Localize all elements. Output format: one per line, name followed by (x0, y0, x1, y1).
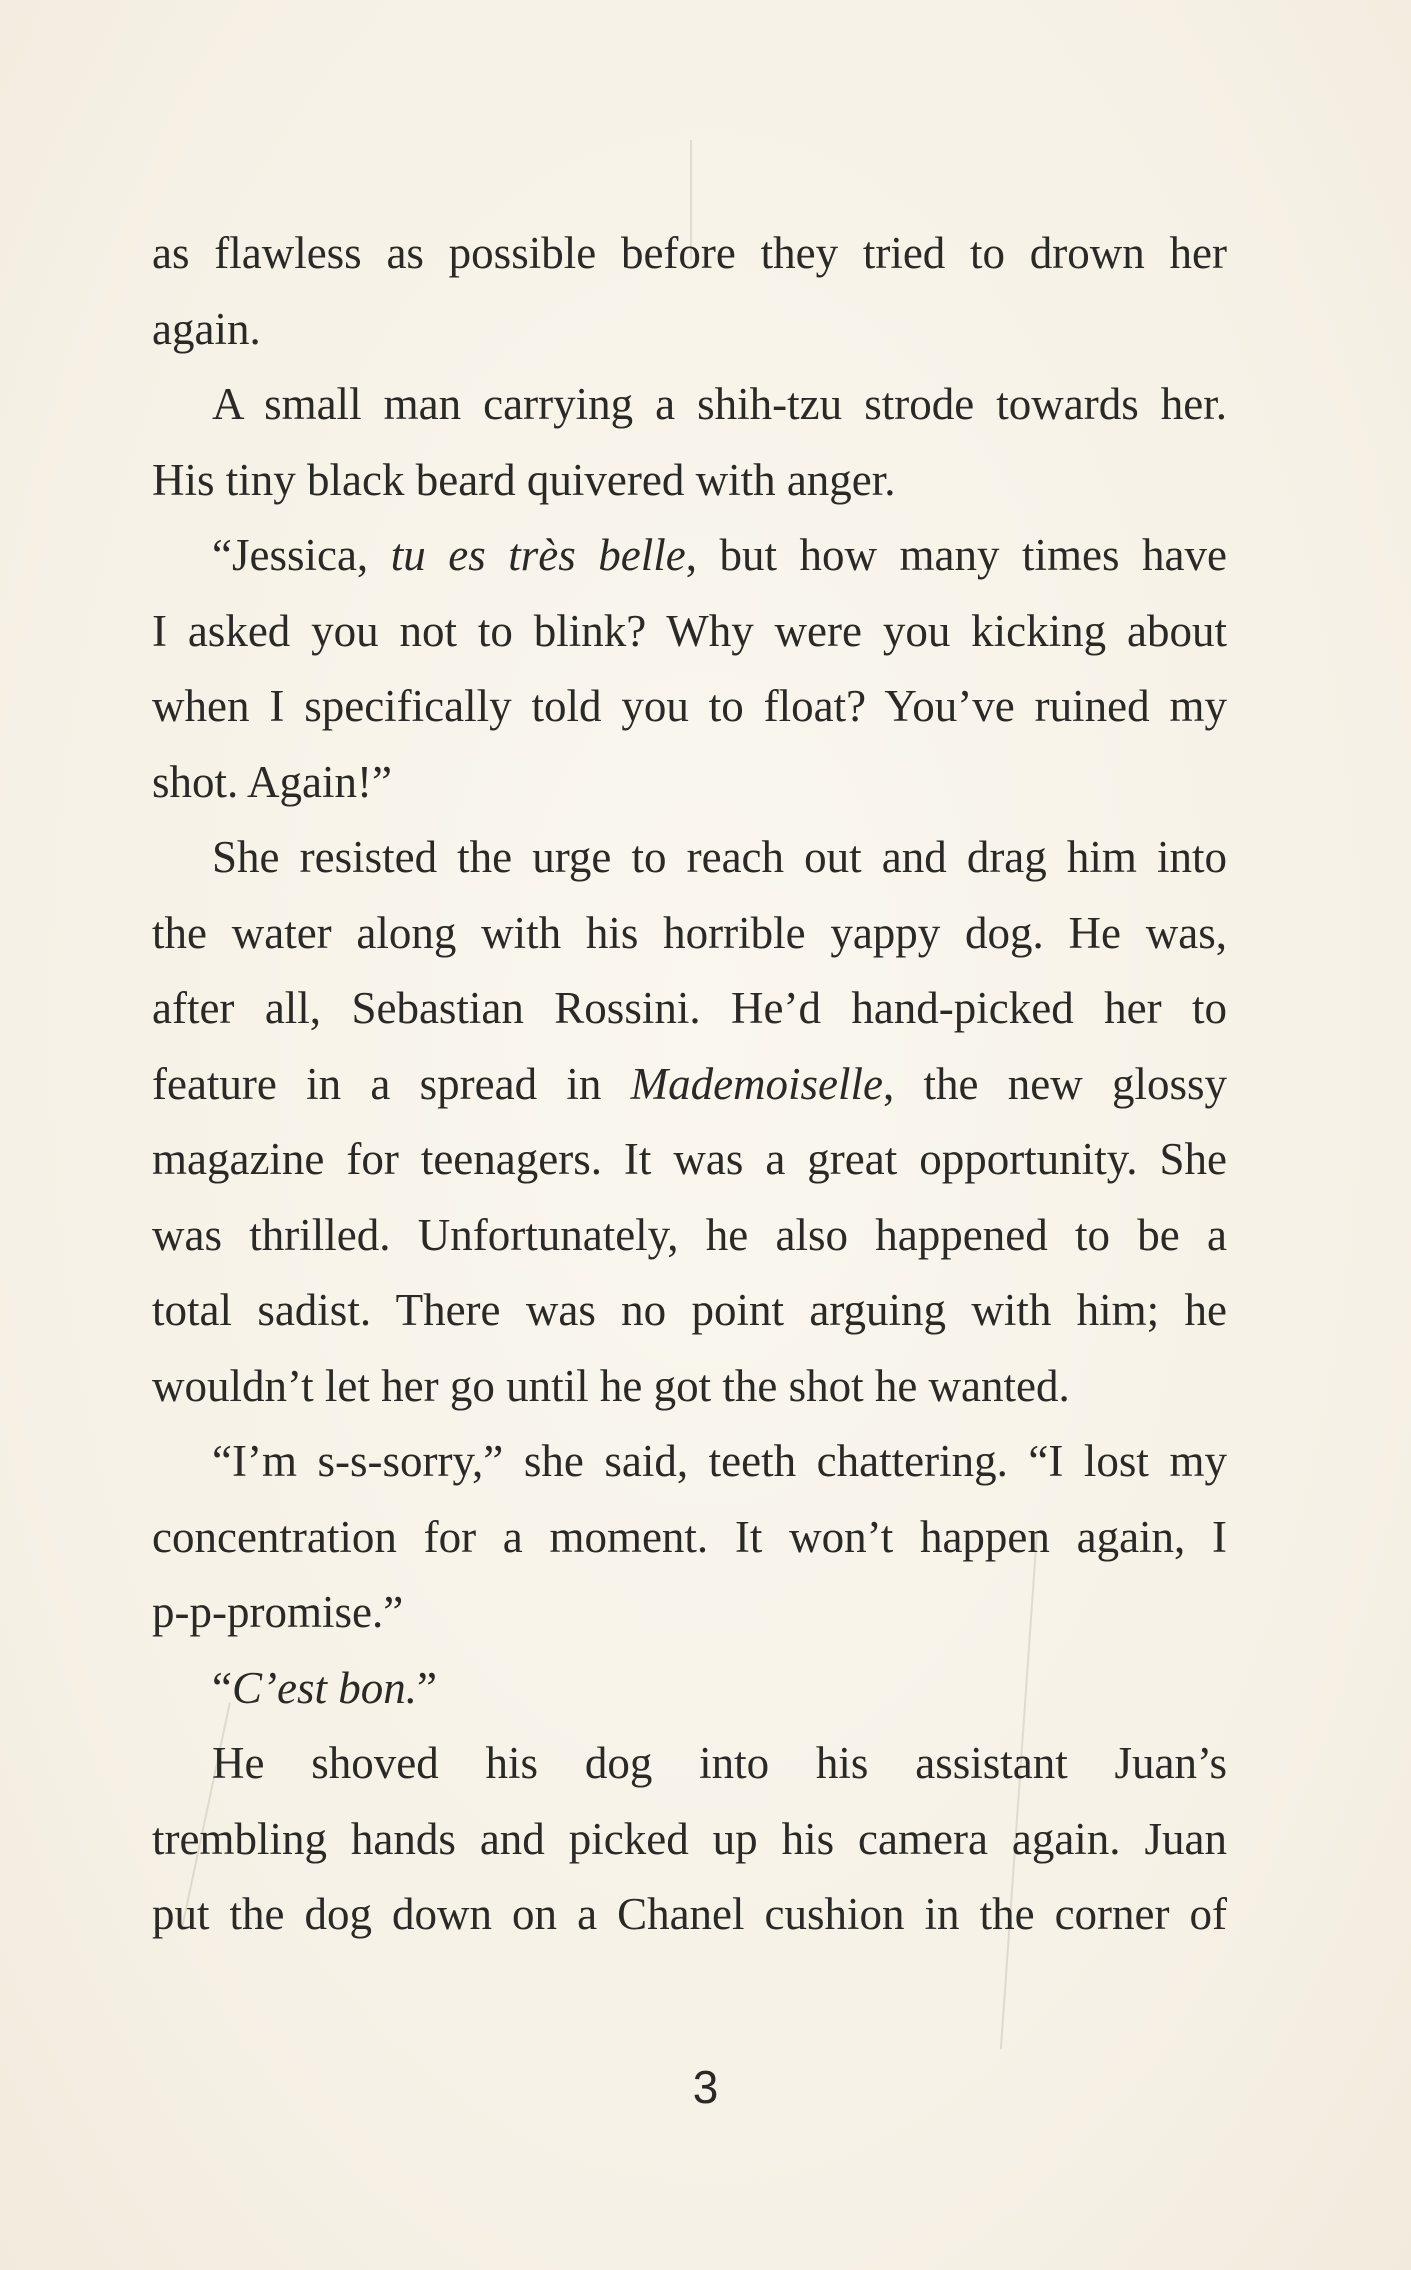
text-line: His tiny black beard quivered with anger. (152, 454, 896, 505)
text-line: concentration for a moment. It won’t happen again, I (152, 1511, 1227, 1562)
text-line: put the dog down on a Chanel cushion in the corner of (152, 1889, 1227, 1939)
text-line: trembling hands and picked up his camera again. Juan (152, 1813, 1227, 1864)
text-line (152, 1047, 1227, 1123)
text-span: , the new glossy (883, 1058, 1227, 1109)
text-line: magazine for teenagers. It was a great opportunity. She (152, 1134, 1227, 1184)
text-span: “ (212, 1662, 232, 1713)
text-line: I asked you not to blink? Why were you kicking about (152, 605, 1227, 656)
text-line: wouldn’t let her go until he got the shot he wanted. (152, 1360, 1070, 1411)
text-line: after all, Sebastian Rossini. He’d hand-picked her to (152, 983, 1227, 1033)
text-span: ” (416, 1662, 437, 1713)
text-line: was thrilled. Unfortunately, he also happened to be a (152, 1209, 1227, 1260)
text-line: p-p-promise.” (152, 1587, 404, 1637)
text-span: feature in a spread in (152, 1058, 631, 1109)
text-line: A small man carrying a shih-tzu strode towards her. (212, 379, 1227, 429)
italic-phrase: tu es très belle (390, 530, 686, 580)
text-line (152, 1651, 1227, 1727)
text-line: total sadist. There was no point arguing with him; he (152, 1285, 1227, 1335)
text-line: He shoved his dog into his assistant Juan’s (212, 1738, 1227, 1788)
page-number: 3 (692, 2061, 719, 2113)
text-span: “Jessica, (212, 530, 391, 580)
text-span: , but how many times have (685, 530, 1227, 580)
italic-phrase: C’est bon. (231, 1662, 417, 1713)
text-line (152, 518, 1227, 594)
text-line: again. (152, 303, 261, 354)
text-line: as flawless as possible before they tried to drown her (152, 228, 1227, 278)
text-line: “I’m s-s-sorry,” she said, teeth chattering. “I lost my (212, 1436, 1227, 1486)
text-line: when I specifically told you to float? You’ve ruined my (152, 681, 1227, 731)
body-text (152, 216, 1227, 1953)
italic-phrase: Mademoiselle (630, 1058, 883, 1109)
text-line: the water along with his horrible yappy dog. He was, (152, 907, 1227, 958)
text-line: shot. Again!” (152, 756, 392, 807)
text-line: She resisted the urge to reach out and drag him into (212, 832, 1227, 882)
